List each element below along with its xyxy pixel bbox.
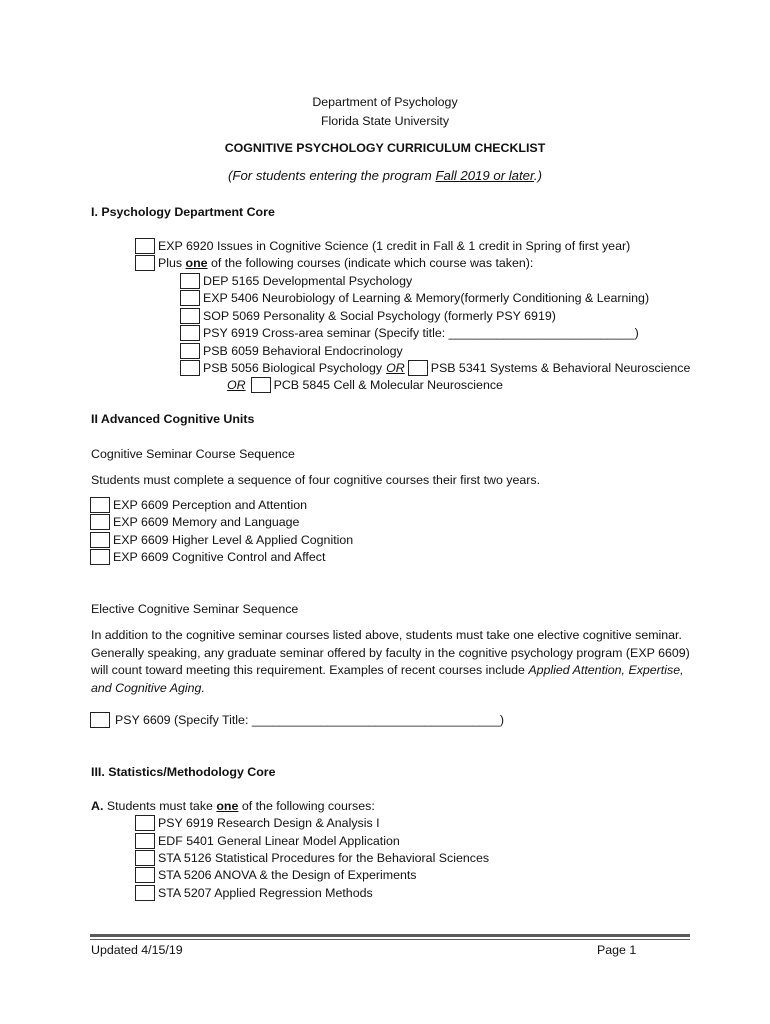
- checklist-item-sta5126: STA 5126 Statistical Procedures for the Behavioral Sciences: [135, 850, 489, 866]
- seminar-sequence-heading: Cognitive Seminar Course Sequence: [91, 447, 295, 461]
- checklist-item-cognitive-control: EXP 6609 Cognitive Control and Affect: [90, 549, 325, 565]
- checklist-item-exp5406: EXP 5406 Neurobiology of Learning & Memory(formerly Conditioning & Learning): [180, 290, 649, 306]
- page-number: Page 1: [597, 943, 637, 957]
- checklist-item-sop5069: SOP 5069 Personality & Social Psychology (formerly PSY 6919): [180, 308, 556, 324]
- checkbox[interactable]: [90, 549, 110, 565]
- footer-divider: [90, 934, 690, 937]
- checkbox[interactable]: [180, 290, 200, 306]
- document-subtitle: (For students entering the program Fall 2019 or later.): [228, 168, 542, 183]
- checklist-item-sta5206: STA 5206 ANOVA & the Design of Experiments: [135, 867, 417, 883]
- checklist-item-psy6919: PSY 6919 Cross-area seminar (Specify title: ___________________________): [180, 325, 639, 341]
- updated-date: Updated 4/15/19: [91, 943, 183, 957]
- footer-divider-thin: [90, 939, 690, 940]
- checkbox[interactable]: [135, 867, 155, 883]
- stats-requirement-a: A. Students must take one of the following courses:: [91, 799, 375, 813]
- checklist-item-exp6920: EXP 6920 Issues in Cognitive Science (1 credit in Fall & 1 credit in Spring of first year): [135, 238, 630, 254]
- checkbox[interactable]: [90, 712, 110, 728]
- checklist-item-pcb5845: OR PCB 5845 Cell & Molecular Neuroscience: [227, 378, 503, 392]
- university-name: Florida State University: [320, 114, 450, 128]
- checklist-item-higher-level: EXP 6609 Higher Level & Applied Cognition: [90, 532, 353, 548]
- checkbox[interactable]: [180, 273, 200, 289]
- elective-heading: Elective Cognitive Seminar Sequence: [91, 602, 299, 616]
- checkbox[interactable]: [90, 532, 110, 548]
- section-1-heading: I. Psychology Department Core: [91, 205, 275, 219]
- checkbox[interactable]: [135, 255, 155, 271]
- checkbox[interactable]: [90, 497, 110, 513]
- checkbox[interactable]: [180, 343, 200, 359]
- checklist-item-edf5401: EDF 5401 General Linear Model Application: [135, 833, 400, 849]
- section-2-heading: II Advanced Cognitive Units: [91, 412, 255, 426]
- checklist-item-perception: EXP 6609 Perception and Attention: [90, 497, 307, 513]
- checklist-item-memory: EXP 6609 Memory and Language: [90, 514, 299, 530]
- checkbox[interactable]: [251, 377, 271, 393]
- seminar-sequence-intro: Students must complete a sequence of four cognitive courses their first two years.: [91, 473, 541, 487]
- elective-description: In addition to the cognitive seminar courses listed above, students must take one elective cognitive seminar. Generally speaking, any graduate seminar offered by faculty in the cognitive psychology program (EXP 6609) will count toward meeting this requirement. Examples of recent courses include Applied Attention, Expertise, and Cognitive Aging.: [91, 628, 690, 695]
- section-3-heading: III. Statistics/Methodology Core: [91, 765, 276, 779]
- checkbox[interactable]: [180, 360, 200, 376]
- checkbox[interactable]: [90, 514, 110, 530]
- checklist-item-psb5056: PSB 5056 Biological Psychology OR PSB 5341 Systems & Behavioral Neuroscience: [180, 360, 690, 376]
- checkbox[interactable]: [135, 238, 155, 254]
- checklist-item-sta5207: STA 5207 Applied Regression Methods: [135, 885, 373, 901]
- document-title: COGNITIVE PSYCHOLOGY CURRICULUM CHECKLIST: [224, 141, 546, 155]
- checkbox[interactable]: [135, 850, 155, 866]
- checkbox[interactable]: [408, 360, 428, 376]
- checkbox[interactable]: [180, 308, 200, 324]
- checkbox[interactable]: [180, 325, 200, 341]
- checklist-item-dep5165: DEP 5165 Developmental Psychology: [180, 273, 412, 289]
- checklist-item-psb6059: PSB 6059 Behavioral Endocrinology: [180, 343, 403, 359]
- checkbox[interactable]: [135, 833, 155, 849]
- checklist-item-plus-one: Plus one of the following courses (indicate which course was taken):: [135, 255, 533, 271]
- or-label: OR: [386, 361, 405, 375]
- checklist-item-psy6609: PSY 6609 (Specify Title: ____________________________________): [90, 712, 504, 728]
- or-label: OR: [227, 378, 246, 392]
- checkbox[interactable]: [135, 815, 155, 831]
- checklist-item-psy6919-research: PSY 6919 Research Design & Analysis I: [135, 815, 380, 831]
- checkbox[interactable]: [135, 885, 155, 901]
- department-name: Department of Psychology: [312, 95, 458, 109]
